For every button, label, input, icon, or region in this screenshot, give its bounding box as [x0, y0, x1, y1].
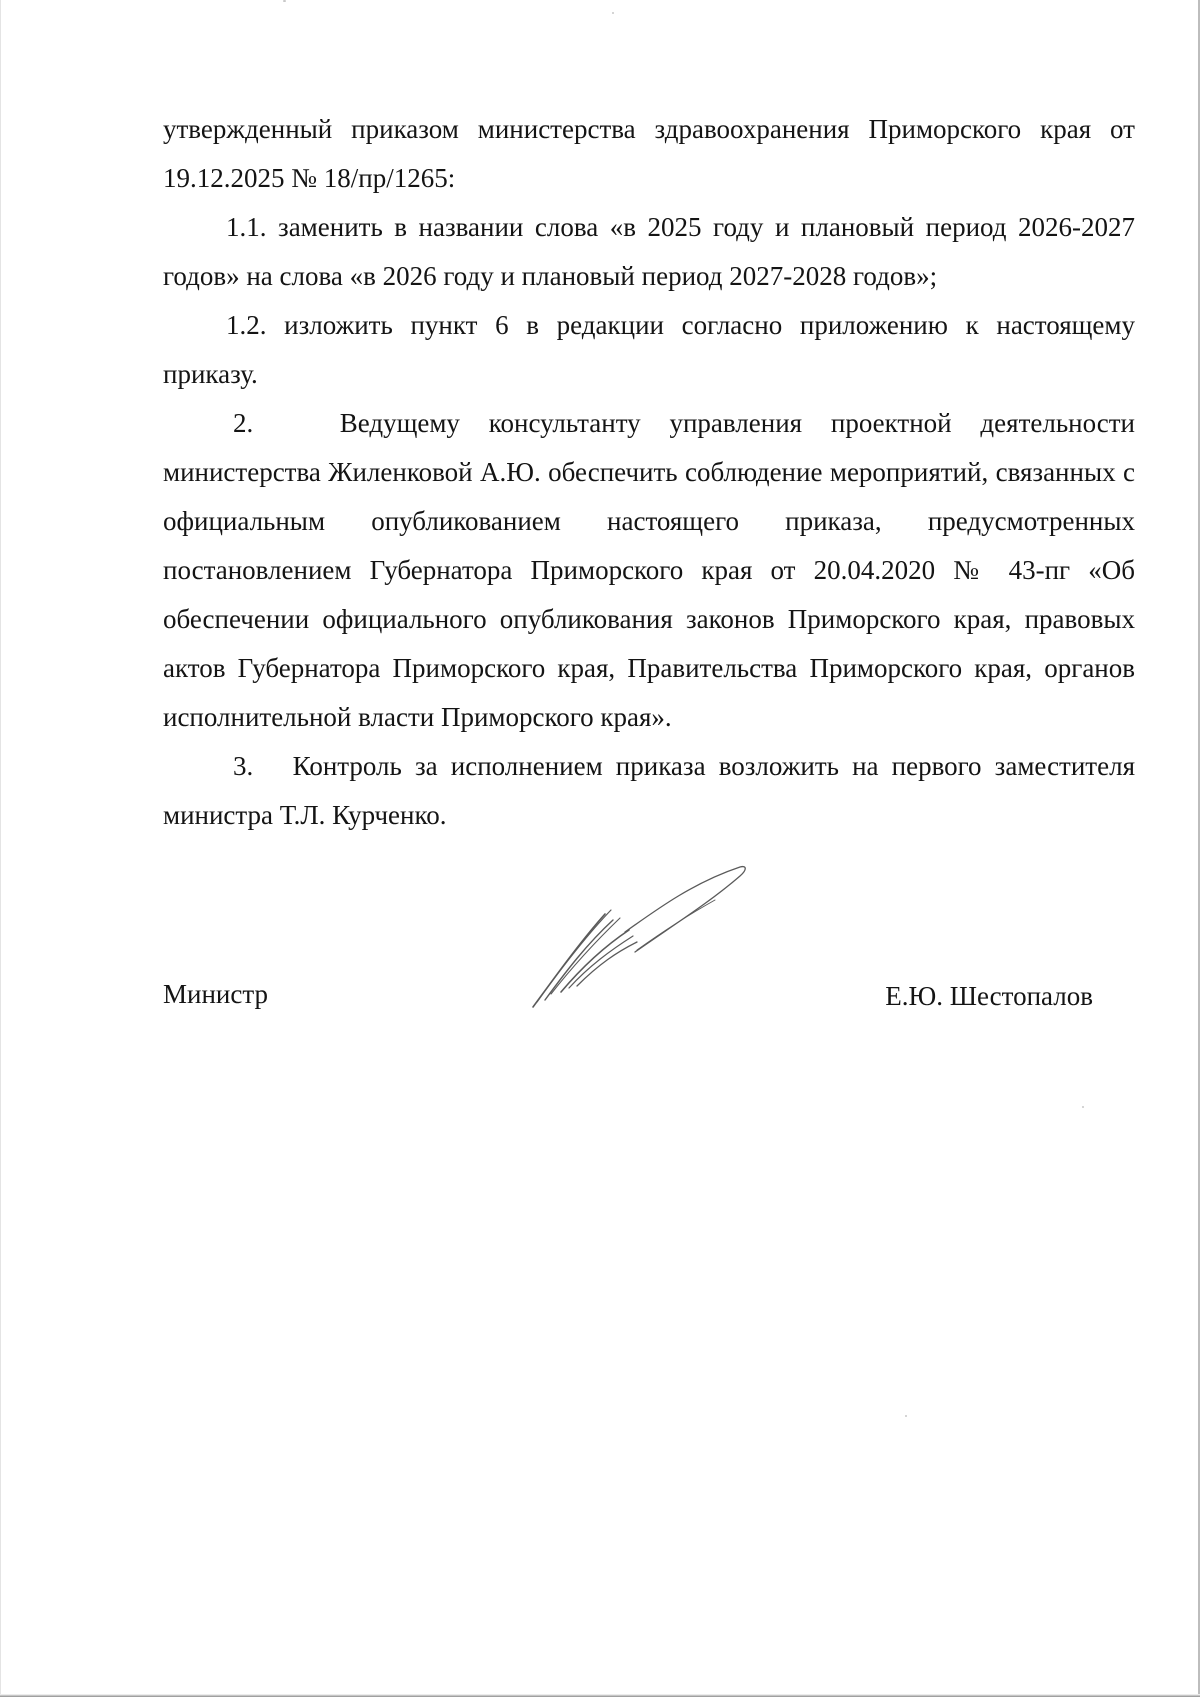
- scan-speck: [1082, 1106, 1084, 1108]
- signature-block: [163, 970, 1093, 1020]
- paragraph-item-3: 3. Контроль за исполнением приказа возложить на первого заместителя министра Т.Л. Курченко.: [163, 751, 1135, 830]
- paragraph-item-1-2: 1.2. изложить пункт 6 в редакции согласно приложению к настоящему приказу.: [163, 310, 1135, 389]
- scan-speck: [905, 1415, 907, 1417]
- paragraph-approved-by-order: утвержденный приказом министерства здравоохранения Приморского края от 19.12.2025 № 18/пр/1265:: [163, 114, 1135, 193]
- paragraph-item-1-1: 1.1. заменить в названии слова «в 2025 году и плановый период 2026-2027 годов» на слова «в 2026 году и плановый период 2027-2028 годов»;: [163, 212, 1135, 291]
- scan-edge-left: [0, 0, 1, 1697]
- scan-speck: [283, 0, 286, 2]
- signer-name: Е.Ю. Шестопалов: [885, 981, 1093, 1011]
- signer-title: Министр: [163, 979, 268, 1009]
- scan-speck: [612, 12, 614, 14]
- paragraph-item-2: 2. Ведущему консультанту управления проектной деятельности министерства Жиленковой А.Ю. обеспечить соблюдение мероприятий, связанных с официальным опубликованием настоящего приказа, предусмотренных постановлением Губернатора Приморского края от 20.04.2020 № 43-пг «Об обеспечении официального опубликования законов Приморского края, правовых актов Губернатора Приморского края, Правительства Приморского края, органов исполнительной власти Приморского края».: [163, 408, 1135, 732]
- document-body: [163, 105, 1135, 840]
